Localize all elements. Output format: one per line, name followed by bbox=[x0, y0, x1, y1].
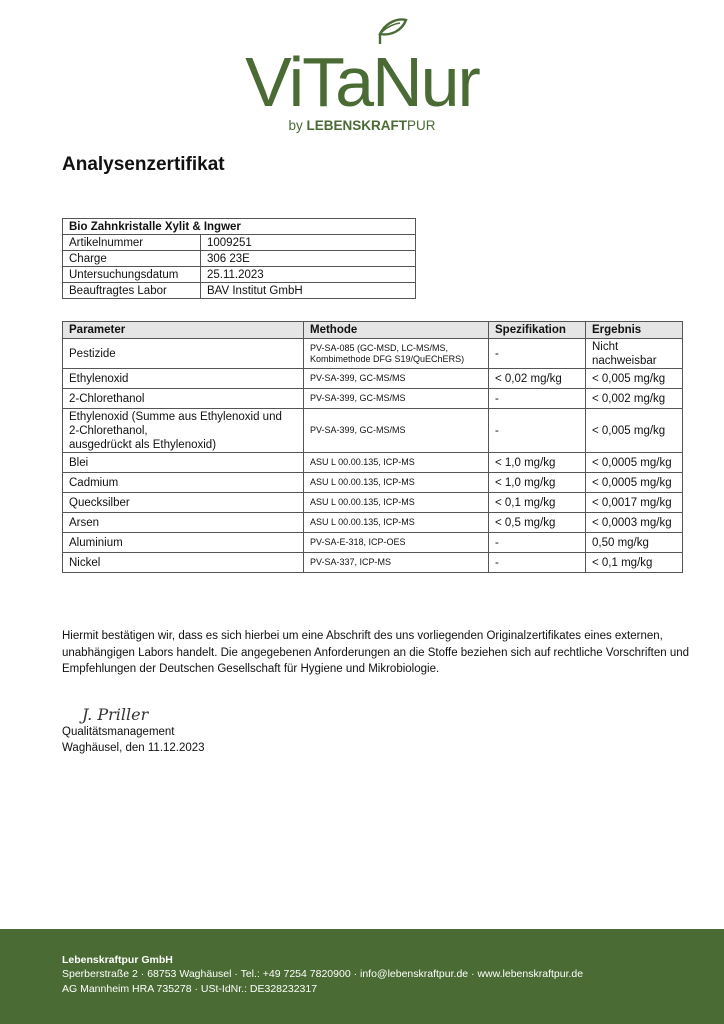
spezifikation-cell: - bbox=[489, 553, 586, 573]
spezifikation-cell: - bbox=[489, 533, 586, 553]
column-header-ergebnis: Ergebnis bbox=[586, 322, 683, 339]
product-value: BAV Institut GmbH bbox=[201, 283, 416, 299]
signature-place-date: Waghäusel, den 11.12.2023 bbox=[62, 742, 205, 754]
analysis-row bbox=[63, 533, 683, 553]
page-title: Analysenzertifikat bbox=[62, 154, 225, 175]
parameter-cell: Blei bbox=[63, 453, 304, 473]
parameter-cell: Quecksilber bbox=[63, 493, 304, 513]
methode-cell: ASU L 00.00.135, ICP-MS bbox=[304, 513, 489, 533]
spezifikation-cell: < 1,0 mg/kg bbox=[489, 453, 586, 473]
ergebnis-cell: Nicht nachweisbar bbox=[586, 339, 683, 369]
product-label: Artikelnummer bbox=[63, 235, 201, 251]
methode-cell: PV-SA-399, GC-MS/MS bbox=[304, 389, 489, 409]
spezifikation-cell: < 0,5 mg/kg bbox=[489, 513, 586, 533]
methode-cell: PV-SA-085 (GC-MSD, LC-MS/MS, Kombimethode DFG S19/QuEChERS) bbox=[304, 339, 489, 369]
methode-cell: PV-SA-399, GC-MS/MS bbox=[304, 369, 489, 389]
analysis-header-row bbox=[63, 322, 683, 339]
analysis-row bbox=[63, 513, 683, 533]
analysis-row bbox=[63, 453, 683, 473]
footer-company: Lebenskraftpur GmbH bbox=[62, 954, 173, 966]
product-row bbox=[63, 235, 416, 251]
analysis-body bbox=[63, 339, 683, 573]
analysis-row bbox=[63, 493, 683, 513]
product-label: Beauftragtes Labor bbox=[63, 283, 201, 299]
methode-cell: PV-SA-399, GC-MS/MS bbox=[304, 409, 489, 453]
analysis-row bbox=[63, 473, 683, 493]
parameter-cell: Pestizide bbox=[63, 339, 304, 369]
methode-cell: ASU L 00.00.135, ICP-MS bbox=[304, 473, 489, 493]
footer-address: Sperberstraße 2 · 68753 Waghäusel · Tel.: +49 7254 7820900 · info@lebenskraftpur.de · www.lebenskraftpur.de bbox=[62, 968, 584, 980]
spezifikation-cell: - bbox=[489, 389, 586, 409]
methode-cell: ASU L 00.00.135, ICP-MS bbox=[304, 493, 489, 513]
parameter-cell: Ethylenoxid bbox=[63, 369, 304, 389]
signature-role: Qualitätsmanagement bbox=[62, 726, 175, 738]
footer-registry: AG Mannheim HRA 735278 · USt-IdNr.: DE328232317 bbox=[62, 983, 318, 995]
spezifikation-cell: - bbox=[489, 409, 586, 453]
spezifikation-cell: - bbox=[489, 339, 586, 369]
product-row bbox=[63, 251, 416, 267]
spezifikation-cell: < 0,02 mg/kg bbox=[489, 369, 586, 389]
ergebnis-cell: < 0,002 mg/kg bbox=[586, 389, 683, 409]
brand-tagline: by LEBENSKRAFTPUR bbox=[288, 118, 436, 133]
product-info-table bbox=[62, 218, 416, 299]
ergebnis-cell: < 0,0005 mg/kg bbox=[586, 453, 683, 473]
svg-text:J. Priller: J. Priller bbox=[82, 705, 149, 724]
analysis-row bbox=[63, 369, 683, 389]
methode-cell: PV-SA-337, ICP-MS bbox=[304, 553, 489, 573]
ergebnis-cell: < 0,005 mg/kg bbox=[586, 369, 683, 389]
parameter-cell: Arsen bbox=[63, 513, 304, 533]
brand-name: ViTaNur bbox=[245, 43, 479, 121]
product-row bbox=[63, 267, 416, 283]
vitapur-logo bbox=[0, 14, 724, 144]
ergebnis-cell: < 0,0003 mg/kg bbox=[586, 513, 683, 533]
column-header-methode: Methode bbox=[304, 322, 489, 339]
parameter-cell: Aluminium bbox=[63, 533, 304, 553]
parameter-cell: Nickel bbox=[63, 553, 304, 573]
parameter-cell: Ethylenoxid (Summe aus Ethylenoxid und 2-Chlorethanol, ausgedrückt als Ethylenoxid) bbox=[63, 409, 304, 453]
product-header-row bbox=[63, 219, 416, 235]
product-name: Bio Zahnkristalle Xylit & Ingwer bbox=[63, 219, 416, 235]
confirmation-statement: Hiermit bestätigen wir, dass es sich hierbei um eine Abschrift des uns vorliegenden Originalzertifikates eines externen, unabhängigen Labors handelt. Die angegebenen Anforderungen an die Stoffe beziehen sich auf rechtliche Vorschriften und Empfehlungen der Deutschen Gesellschaft für Hygiene und Mikrobiologie. bbox=[62, 630, 690, 675]
parameter-cell: Cadmium bbox=[63, 473, 304, 493]
ergebnis-cell: < 0,0005 mg/kg bbox=[586, 473, 683, 493]
product-row bbox=[63, 283, 416, 299]
ergebnis-cell: < 0,005 mg/kg bbox=[586, 409, 683, 453]
analysis-row bbox=[63, 409, 683, 453]
product-label: Charge bbox=[63, 251, 201, 267]
ergebnis-cell: 0,50 mg/kg bbox=[586, 533, 683, 553]
analysis-row bbox=[63, 553, 683, 573]
methode-cell: PV-SA-E-318, ICP-OES bbox=[304, 533, 489, 553]
parameter-cell: 2-Chlorethanol bbox=[63, 389, 304, 409]
analysis-row bbox=[63, 389, 683, 409]
analysis-table bbox=[62, 321, 683, 573]
product-value: 306 23E bbox=[201, 251, 416, 267]
analysis-row bbox=[63, 339, 683, 369]
spezifikation-cell: < 1,0 mg/kg bbox=[489, 473, 586, 493]
ergebnis-cell: < 0,0017 mg/kg bbox=[586, 493, 683, 513]
ergebnis-cell: < 0,1 mg/kg bbox=[586, 553, 683, 573]
column-header-spezifikation: Spezifikation bbox=[489, 322, 586, 339]
product-value: 1009251 bbox=[201, 235, 416, 251]
product-value: 25.11.2023 bbox=[201, 267, 416, 283]
column-header-parameter: Parameter bbox=[63, 322, 304, 339]
spezifikation-cell: < 0,1 mg/kg bbox=[489, 493, 586, 513]
footer bbox=[0, 929, 724, 1024]
methode-cell: ASU L 00.00.135, ICP-MS bbox=[304, 453, 489, 473]
product-label: Untersuchungsdatum bbox=[63, 267, 201, 283]
